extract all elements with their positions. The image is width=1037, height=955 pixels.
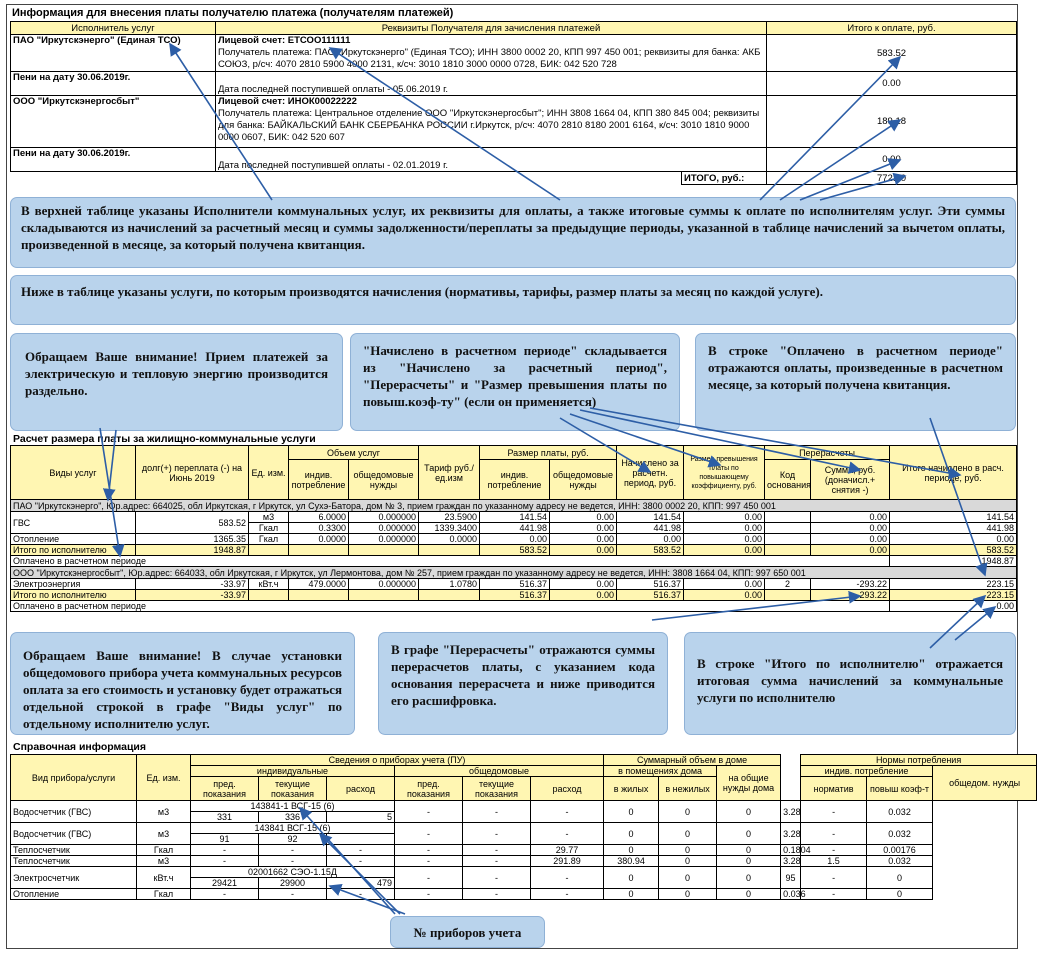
common-cur: - [463, 867, 531, 889]
volume-living: 0 [604, 867, 659, 889]
pay-individual: 141.54 [480, 512, 550, 523]
volume-individual: 0.3300 [289, 523, 349, 534]
tariff-value: 0.0000 [419, 534, 480, 545]
accrued-value: 0.00 [617, 534, 684, 545]
meter-serial: 02001662 СЭО-1.15Д [191, 867, 395, 878]
col-volume: Объем услуг [289, 446, 419, 460]
executor-total-label: Итого по исполнителю [11, 590, 136, 601]
consumption: - [327, 889, 395, 900]
consumption [327, 834, 395, 845]
raise-coef: - [801, 867, 867, 889]
common-norm-value: 0 [867, 889, 933, 900]
device-name: Отопление [11, 889, 137, 900]
pay-individual: 0.00 [480, 534, 550, 545]
cur-reading: - [259, 856, 327, 867]
device-unit: кВт.ч [137, 867, 191, 889]
last-payment-date: Дата последней поступившей оплаты - 02.01.2019 г. [216, 148, 767, 172]
common-use: - [531, 889, 604, 900]
raise-coef: - [801, 801, 867, 823]
prev-reading: 331 [191, 812, 259, 823]
volume-individual: 479.0000 [289, 579, 349, 590]
unit-cell: кВт.ч [249, 579, 289, 590]
reference-table [10, 754, 1037, 900]
pay-individual: 441.98 [480, 523, 550, 534]
paid-value: 0.00 [890, 601, 1017, 612]
service-name: Электроэнергия [11, 579, 136, 590]
prev-reading: - [191, 889, 259, 900]
account-number: Лицевой счет: ЕТСОО111111 [218, 35, 351, 46]
common-cur: - [463, 889, 531, 900]
raise-coef: 1.5 [801, 856, 867, 867]
service-name: ГВС [11, 512, 136, 534]
common-use: 29.77 [531, 845, 604, 856]
paid-label: Оплачено в расчетном периоде [11, 601, 890, 612]
volume-living: 380.94 [604, 856, 659, 867]
recalc-sum: 0.00 [811, 534, 890, 545]
col-device: Вид прибора/услуги [11, 755, 137, 801]
tariff-value: 23.5900 [419, 512, 480, 523]
raise-coef: - [801, 823, 867, 845]
common-cur: - [463, 823, 531, 845]
volume-common-needs: 0 [717, 845, 781, 856]
calc-title: Расчет размера платы за жилищно-коммунальные услуги [13, 433, 316, 445]
col-unit: Ед. изм. [137, 755, 191, 801]
payee-details: Получатель платежа: Центральное отделение ООО "Иркутскэнергосбыт"; ИНН 3808 1664 04, КПП 380 845 004; реквизиты для банка: БАЙКАЛЬСКИЙ БАНК СБЕРБАНКА РОССИИ г.Иркутск, р/сч: 4070 2810 8180 2001 6164, к/сч: 3010 1810 9000 0000 0607, БИК: 042 520 607 [218, 108, 760, 143]
common-use: - [531, 867, 604, 889]
callout-services: Ниже в таблице указаны услуги, по которым производятся начисления (нормативы, тарифы, размер платы за месяц по каждой услуге). [10, 275, 1016, 325]
device-name: Водосчетчик (ГВС) [11, 823, 137, 845]
cur-reading: - [259, 845, 327, 856]
col-prev: пред. показания [395, 777, 463, 801]
consumption: - [327, 856, 395, 867]
accrued-value: 141.54 [617, 512, 684, 523]
total-value: 0.00 [890, 534, 1017, 545]
penalty-label: Пени на дату 30.06.2019г. [11, 72, 216, 96]
volume-common: 0.000000 [349, 579, 419, 590]
common-use: - [531, 823, 604, 845]
consumption: - [327, 845, 395, 856]
norm-value: 3.28 [781, 856, 801, 867]
total-value: 583.52 [890, 545, 1017, 556]
col-sum-volume: Суммарный объем в доме [604, 755, 781, 766]
volume-common: 0.000000 [349, 523, 419, 534]
tariff-value: 1.0780 [419, 579, 480, 590]
common-prev: - [395, 823, 463, 845]
col-living: в жилых [604, 777, 659, 801]
callout-paid: В строке "Оплачено в расчетном периоде" отражаются оплаты, произведенные в расчетном месяце, за который получена квитанция. [695, 333, 1016, 431]
col-ind-consumption: индив. потребление [801, 766, 933, 777]
col-debt: долг(+) переплата (-) на Июнь 2019 [136, 446, 249, 500]
payee-details: Получатель платежа: ПАО "Иркутскэнерго" (Единая ТСО); ИНН 3800 0002 20, КПП 997 450 001; реквизиты для банка: АКБ СОЮЗ, р/сч: 4070 2810 5900 4000 2131, к/сч: 3010 1810 3000 0000 0728, БИК: 042 520 728 [218, 47, 761, 70]
col-recalc-code: Код основания [765, 460, 811, 500]
debt-value: 583.52 [136, 512, 249, 534]
last-payment-date: Дата последней поступившей оплаты - 05.06.2019 г. [216, 72, 767, 96]
common-prev: - [395, 889, 463, 900]
pay-common: 0.00 [550, 534, 617, 545]
col-norms: Нормы потребления [801, 755, 1037, 766]
prev-reading: 91 [191, 834, 259, 845]
header-executor: Исполнитель услуг [11, 22, 216, 35]
common-norm-value: 0 [867, 867, 933, 889]
penalty-label: Пени на дату 30.06.2019г. [11, 148, 216, 172]
col-total: Итого начислено в расч. периоде, руб. [890, 446, 1017, 500]
callout-executor-total: В строке "Итого по исполнителю" отражается итоговая сумма начислений за коммунальные услуги по исполнителю [684, 632, 1016, 735]
col-use: расход [327, 777, 395, 801]
col-common: общедомовые [395, 766, 604, 777]
col-common-needs: на общие нужды дома [717, 766, 781, 801]
callout-separate-payments: Обращаем Ваше внимание! Прием платежей за электрическую и тепловую энергию производится раздельно. [10, 333, 343, 431]
recalc-sum: 0.00 [811, 512, 890, 523]
excess-value: 0.00 [684, 534, 765, 545]
cur-reading: 29900 [259, 878, 327, 889]
cur-reading: - [259, 889, 327, 900]
raise-coef: - [801, 845, 867, 856]
volume-nonliving: 0 [659, 867, 717, 889]
ref-title: Справочная информация [13, 741, 147, 753]
volume-common: 0.000000 [349, 512, 419, 523]
paid-label: Оплачено в расчетном периоде [11, 556, 890, 567]
grand-total-label: ИТОГО, руб.: [682, 172, 767, 185]
meter-serial: 143841-1 ВСГ-15 (6) [191, 801, 395, 812]
excess-value: 0.00 [684, 579, 765, 590]
volume-living: 0 [604, 823, 659, 845]
col-pay: Размер платы, руб. [480, 446, 617, 460]
recalc-sum: -293.22 [811, 579, 890, 590]
account-number: Лицевой счет: ИНОК00022222 [218, 96, 357, 107]
accrued-value: 441.98 [617, 523, 684, 534]
common-norm-value: 0.032 [867, 823, 933, 845]
excess-value: 0.00 [684, 590, 765, 601]
common-cur: - [463, 856, 531, 867]
pay-common: 0.00 [550, 512, 617, 523]
calc-table [10, 445, 1017, 612]
col-tariff: Тариф руб./ед.изм [419, 446, 480, 500]
org-row: ООО "Иркутскэнергосбыт", Юр.адрес: 664033, обл Иркутская, г Иркутск, ул Лермонтова, дом № 257, прием граждан по указанному адресу не ведется, ИНН: 3808 1664 04, КПП: 997 650 001 [11, 567, 1017, 579]
amount-due: 583.52 [767, 35, 1017, 72]
callout-top-table: В верхней таблице указаны Исполнители коммунальных услуг, их реквизиты для оплаты, а также итоговые суммы к оплате по исполнителям услуг. Эти суммы складываются из начислений за расчетный месяц и суммы задолженности/переплаты за предыдущие периоды, указанной в таблице начислений за вычетом оплаты, произведенной в месяце, за который получена квитанция. [10, 197, 1016, 268]
volume-common: 0.000000 [349, 534, 419, 545]
col-pay-common: общедомовые нужды [550, 460, 617, 500]
volume-nonliving: 0 [659, 845, 717, 856]
common-prev: - [395, 867, 463, 889]
unit-cell: м3 [249, 512, 289, 523]
col-individual: индивидуальные [191, 766, 395, 777]
col-meters: Сведения о приборах учета (ПУ) [191, 755, 604, 766]
recalc-sum: 0.00 [811, 545, 890, 556]
col-accrued: Начислено за расчетн. период, руб. [617, 446, 684, 500]
device-unit: Гкал [137, 845, 191, 856]
debt-value: 1948.87 [136, 545, 249, 556]
common-prev: - [395, 856, 463, 867]
col-common-norm: общедом. нужды [933, 766, 1037, 801]
accrued-value: 516.37 [617, 579, 684, 590]
cur-reading: 92 [259, 834, 327, 845]
top-title: Информация для внесения платы получателю платежа (получателям платежей) [12, 7, 454, 19]
col-excess: Размер превышения платы по повышающему коэффициенту, руб. [684, 446, 765, 500]
excess-value: 0.00 [684, 545, 765, 556]
callout-accrued: "Начислено в расчетном периоде" складывается из "Начислено за расчетный период", "Перерасчеты" и "Размер превышения платы по повыш.коэф-ту" (если он применяется) [350, 333, 680, 431]
norm-value: 3.28 [781, 823, 801, 845]
excess-value: 0.00 [684, 512, 765, 523]
excess-value: 0.00 [684, 523, 765, 534]
col-raise: повыш коэф-т [867, 777, 933, 801]
col-pay-individual: индив. потребление [480, 460, 550, 500]
col-vol-individual: индив. потребление [289, 460, 349, 500]
common-norm-value: 0.00176 [867, 845, 933, 856]
volume-individual: 0.0000 [289, 534, 349, 545]
volume-nonliving: 0 [659, 889, 717, 900]
volume-living: 0 [604, 889, 659, 900]
common-norm-value: 0.032 [867, 856, 933, 867]
recalc-sum: 0.00 [811, 523, 890, 534]
service-name: Отопление [11, 534, 136, 545]
paid-value: 1948.87 [890, 556, 1017, 567]
meter-serial: 143841 ВСГ-15 (6) [191, 823, 395, 834]
device-unit: м3 [137, 823, 191, 845]
pay-common: 0.00 [550, 579, 617, 590]
volume-nonliving: 0 [659, 823, 717, 845]
prev-reading: 29421 [191, 878, 259, 889]
common-cur: - [463, 801, 531, 823]
col-services: Виды услуг [11, 446, 136, 500]
amount-due: 189.18 [767, 96, 1017, 148]
pay-individual: 516.37 [480, 579, 550, 590]
pay-common: 0.00 [550, 545, 617, 556]
col-cur: текущие показания [463, 777, 531, 801]
norm-value: 95 [781, 867, 801, 889]
norm-value: 0.1804 [781, 845, 801, 856]
device-name: Водосчетчик (ГВС) [11, 801, 137, 823]
consumption: 5 [327, 812, 395, 823]
common-cur: - [463, 845, 531, 856]
total-value: 223.15 [890, 590, 1017, 601]
accrued-value: 583.52 [617, 545, 684, 556]
debt-value: 1365.35 [136, 534, 249, 545]
common-norm-value: 0.032 [867, 801, 933, 823]
volume-living: 0 [604, 845, 659, 856]
device-name: Теплосчетчик [11, 845, 137, 856]
device-unit: м3 [137, 856, 191, 867]
volume-common-needs: 0 [717, 889, 781, 900]
col-prev: пред. показания [191, 777, 259, 801]
total-value: 141.54 [890, 512, 1017, 523]
total-value: 223.15 [890, 579, 1017, 590]
total-value: 441.98 [890, 523, 1017, 534]
common-prev: - [395, 801, 463, 823]
executor-name: ООО "Иркутскэнергосбыт" [11, 96, 216, 148]
pay-common: 0.00 [550, 523, 617, 534]
col-recalc: Перерасчеты [765, 446, 890, 460]
raise-coef: - [801, 889, 867, 900]
grand-total-value: 772.70 [767, 172, 1017, 185]
consumption: 479 [327, 878, 395, 889]
col-in-rooms: в помещениях дома [604, 766, 717, 777]
recalc-code: 2 [765, 579, 811, 590]
accrued-value: 516.37 [617, 590, 684, 601]
col-vol-common: общедомовые нужды [349, 460, 419, 500]
volume-common-needs: 0 [717, 856, 781, 867]
volume-living: 0 [604, 801, 659, 823]
volume-nonliving: 0 [659, 856, 717, 867]
payee-table [10, 21, 1017, 185]
norm-value: 3.28 [781, 801, 801, 823]
prev-reading: - [191, 856, 259, 867]
col-unit: Ед. изм. [249, 446, 289, 500]
device-unit: Гкал [137, 889, 191, 900]
header-total: Итого к оплате, руб. [767, 22, 1017, 35]
common-prev: - [395, 845, 463, 856]
norm-value: 0.036 [781, 889, 801, 900]
callout-recalc: В графе "Перерасчеты" отражаются суммы перерасчетов платы, с указанием кода основания перерасчета и ниже приводится его расшифровка. [378, 632, 668, 735]
device-name: Электросчетчик [11, 867, 137, 889]
debt-value: -33.97 [136, 590, 249, 601]
org-row: ПАО "Иркутскэнерго", Юр.адрес: 664025, обл Иркутская, г Иркутск, ул Сухэ-Батора, дом № 3, прием граждан по указанному адресу не ведется, ИНН: 3800 0002 20, КПП: 997 450 001 [11, 500, 1017, 512]
pay-individual: 516.37 [480, 590, 550, 601]
volume-common-needs: 0 [717, 801, 781, 823]
device-unit: м3 [137, 801, 191, 823]
unit-cell: Гкал [249, 523, 289, 534]
col-nonliving: в нежилых [659, 777, 717, 801]
debt-value: -33.97 [136, 579, 249, 590]
col-recalc-sum: Сумма, руб. (доначисл.+ снятия -) [811, 460, 890, 500]
pay-common: 0.00 [550, 590, 617, 601]
volume-nonliving: 0 [659, 801, 717, 823]
prev-reading: - [191, 845, 259, 856]
device-name: Теплосчетчик [11, 856, 137, 867]
col-norm: норматив [801, 777, 867, 801]
tariff-value: 1339.3400 [419, 523, 480, 534]
header-requisites: Реквизиты Получателя для зачисления платежей [216, 22, 767, 35]
volume-individual: 6.0000 [289, 512, 349, 523]
col-use: расход [531, 777, 604, 801]
callout-common-meter: Обращаем Ваше внимание! В случае установки общедомового прибора учета коммунальных ресурсов оплата за его стоимость и установку будет отражаться отдельной строкой в графе "Виды услуг" по отдельному исполнителю услуг. [10, 632, 355, 735]
common-use: - [531, 801, 604, 823]
unit-cell: Гкал [249, 534, 289, 545]
cur-reading: 336 [259, 812, 327, 823]
callout-meter-numbers: № приборов учета [390, 916, 545, 948]
col-cur: текущие показания [259, 777, 327, 801]
common-use: 291.89 [531, 856, 604, 867]
pay-individual: 583.52 [480, 545, 550, 556]
executor-name: ПАО "Иркутскэнерго" (Единая ТСО) [11, 35, 216, 72]
recalc-sum: -293.22 [811, 590, 890, 601]
penalty-amount: 0.00 [767, 72, 1017, 96]
volume-common-needs: 0 [717, 867, 781, 889]
executor-total-label: Итого по исполнителю [11, 545, 136, 556]
penalty-amount: 0.00 [767, 148, 1017, 172]
volume-common-needs: 0 [717, 823, 781, 845]
